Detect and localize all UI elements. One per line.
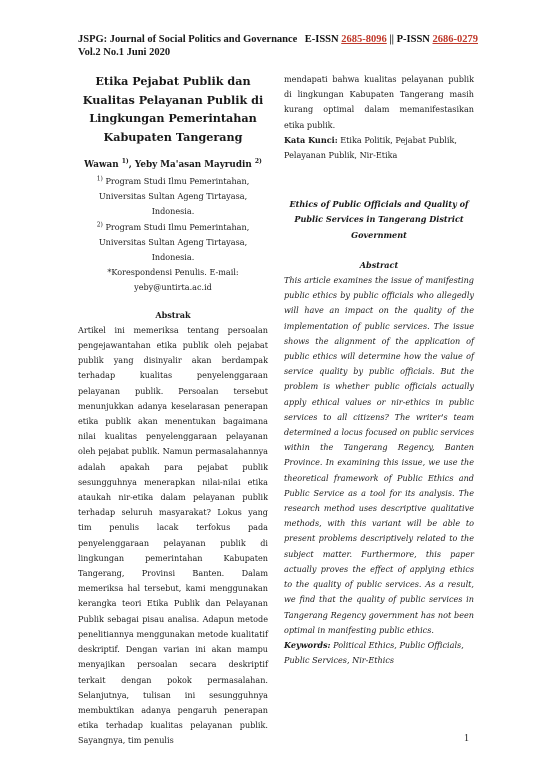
- eissn-link[interactable]: 2685-8096: [341, 34, 387, 45]
- paper-title: Etika Pejabat Publik dan Kualitas Pelayanan Publik di Lingkungan Pemerintahan Kabupaten Tangerang: [82, 74, 264, 144]
- abstrak-continued: mendapati bahwa kualitas pelayanan publik di lingkungan Kabupaten Tangerang masih kurang optimal dalam memanifestasikan etika publik.: [284, 74, 474, 130]
- left-column: [78, 72, 268, 749]
- correspondence: *Korespondensi Penulis. E-mail: yeby@untirta.ac.id: [107, 267, 239, 293]
- abstract-text: This article examines the issue of manifesting public ethics by public officials who allegedly will have an impact on the quality of the implementation of public services. The issue shows the alignment of the application of public ethics will determine how the value of service quality by public officials. But the problem is whether public officials actually apply ethical values or nir-ethics in public services to all citizens? The writer's team determined a locus focused on public services within the Tangerang Regency, Banten Province. In examining this issue, we use the theoretical framework of Public Ethics and Public Service as a tool for its analysis. The research method uses descriptive qualitative methods, with this variant will be able to present problems descriptively related to the subject matter. Furthermore, this paper actually proves the effect of applying ethics to the quality of public services. As a result, we find that the quality of public services in Tangerang Regency government has not been optimal in manifesting public ethics.: [284, 275, 474, 635]
- issn-info: E-ISSN 2685-8096 || P-ISSN 2686-0279: [304, 34, 478, 45]
- abstrak-text: Artikel ini memeriksa tentang persoalan pengejawantahan etika publik oleh pejabat publik yang disinyalir akan berdampak terhadap kualitas penyelenggaraan pelayanan publik. Persoalan tersebut menunjukkan adanya keselarasan penerapan etika publik akan menentukan bagaimana nilai kualitas penyelenggaraan pelayanan oleh pejabat publik. Namun permasalahannya adalah apakah para pejabat publik sesungguhnya menerapkan nilai-nilai etika ataukah nir-etika dalam pelayanan publik terhadap seluruh masyarakat? Lokus yang tim penulis lacak terfokus pada penyelenggaraan pelayanan publik di lingkungan pemerintahan Kabupaten Tangerang, Provinsi Banten. Dalam memeriksa hal tersebut, kami menggunakan kerangka teori Etika Publik dan Pelayanan Publik sebagai pisau analisa. Adapun metode penelitiannya menggunakan metode kualitatif deskriptif. Dengan varian ini akan mampu menyajikan persoalan secara deskriptif terkait dengan pokok permasalahan. Selanjutnya, tulisan ini sesungguhnya membuktikan adanya pengaruh penerapan etika terhadap kualitas pelayanan publik. Sayangnya, tim penulis: [78, 324, 268, 746]
- abstrak-heading: Abstrak: [155, 309, 191, 320]
- volume-info: Vol.2 No.1 Juni 2020: [78, 47, 171, 58]
- english-title: Ethics of Public Officials and Quality of Public Services in Tangerang District Government: [289, 199, 469, 240]
- authors: Wawan $^{1)}$, Yeby Ma'asan Mayrudin $^{2)}$: [84, 158, 262, 170]
- journal-header: [78, 33, 478, 59]
- pissn-link[interactable]: 2686-0279: [432, 34, 478, 45]
- kata-kunci: Kata Kunci: Etika Politik, Pejabat Publik, Pelayanan Publik, Nir-Etika: [284, 134, 457, 161]
- keywords: Keywords: Political Ethics, Public Officials, Public Services, Nir-Ethics: [284, 639, 464, 666]
- abstract-heading: Abstract: [359, 259, 399, 270]
- affiliation-1: $^{1)}$ Program Studi Ilmu Pemerintahan, Universitas Sultan Ageng Tirtayasa, Indonesia.: [96, 175, 250, 217]
- affiliation-2: $^{2)}$ Program Studi Ilmu Pemerintahan, Universitas Sultan Ageng Tirtayasa, Indonesia.: [96, 220, 250, 263]
- page-number: 1: [464, 733, 469, 744]
- right-column: [284, 72, 474, 668]
- journal-name: JSPG: Journal of Social Politics and Governance: [78, 34, 298, 45]
